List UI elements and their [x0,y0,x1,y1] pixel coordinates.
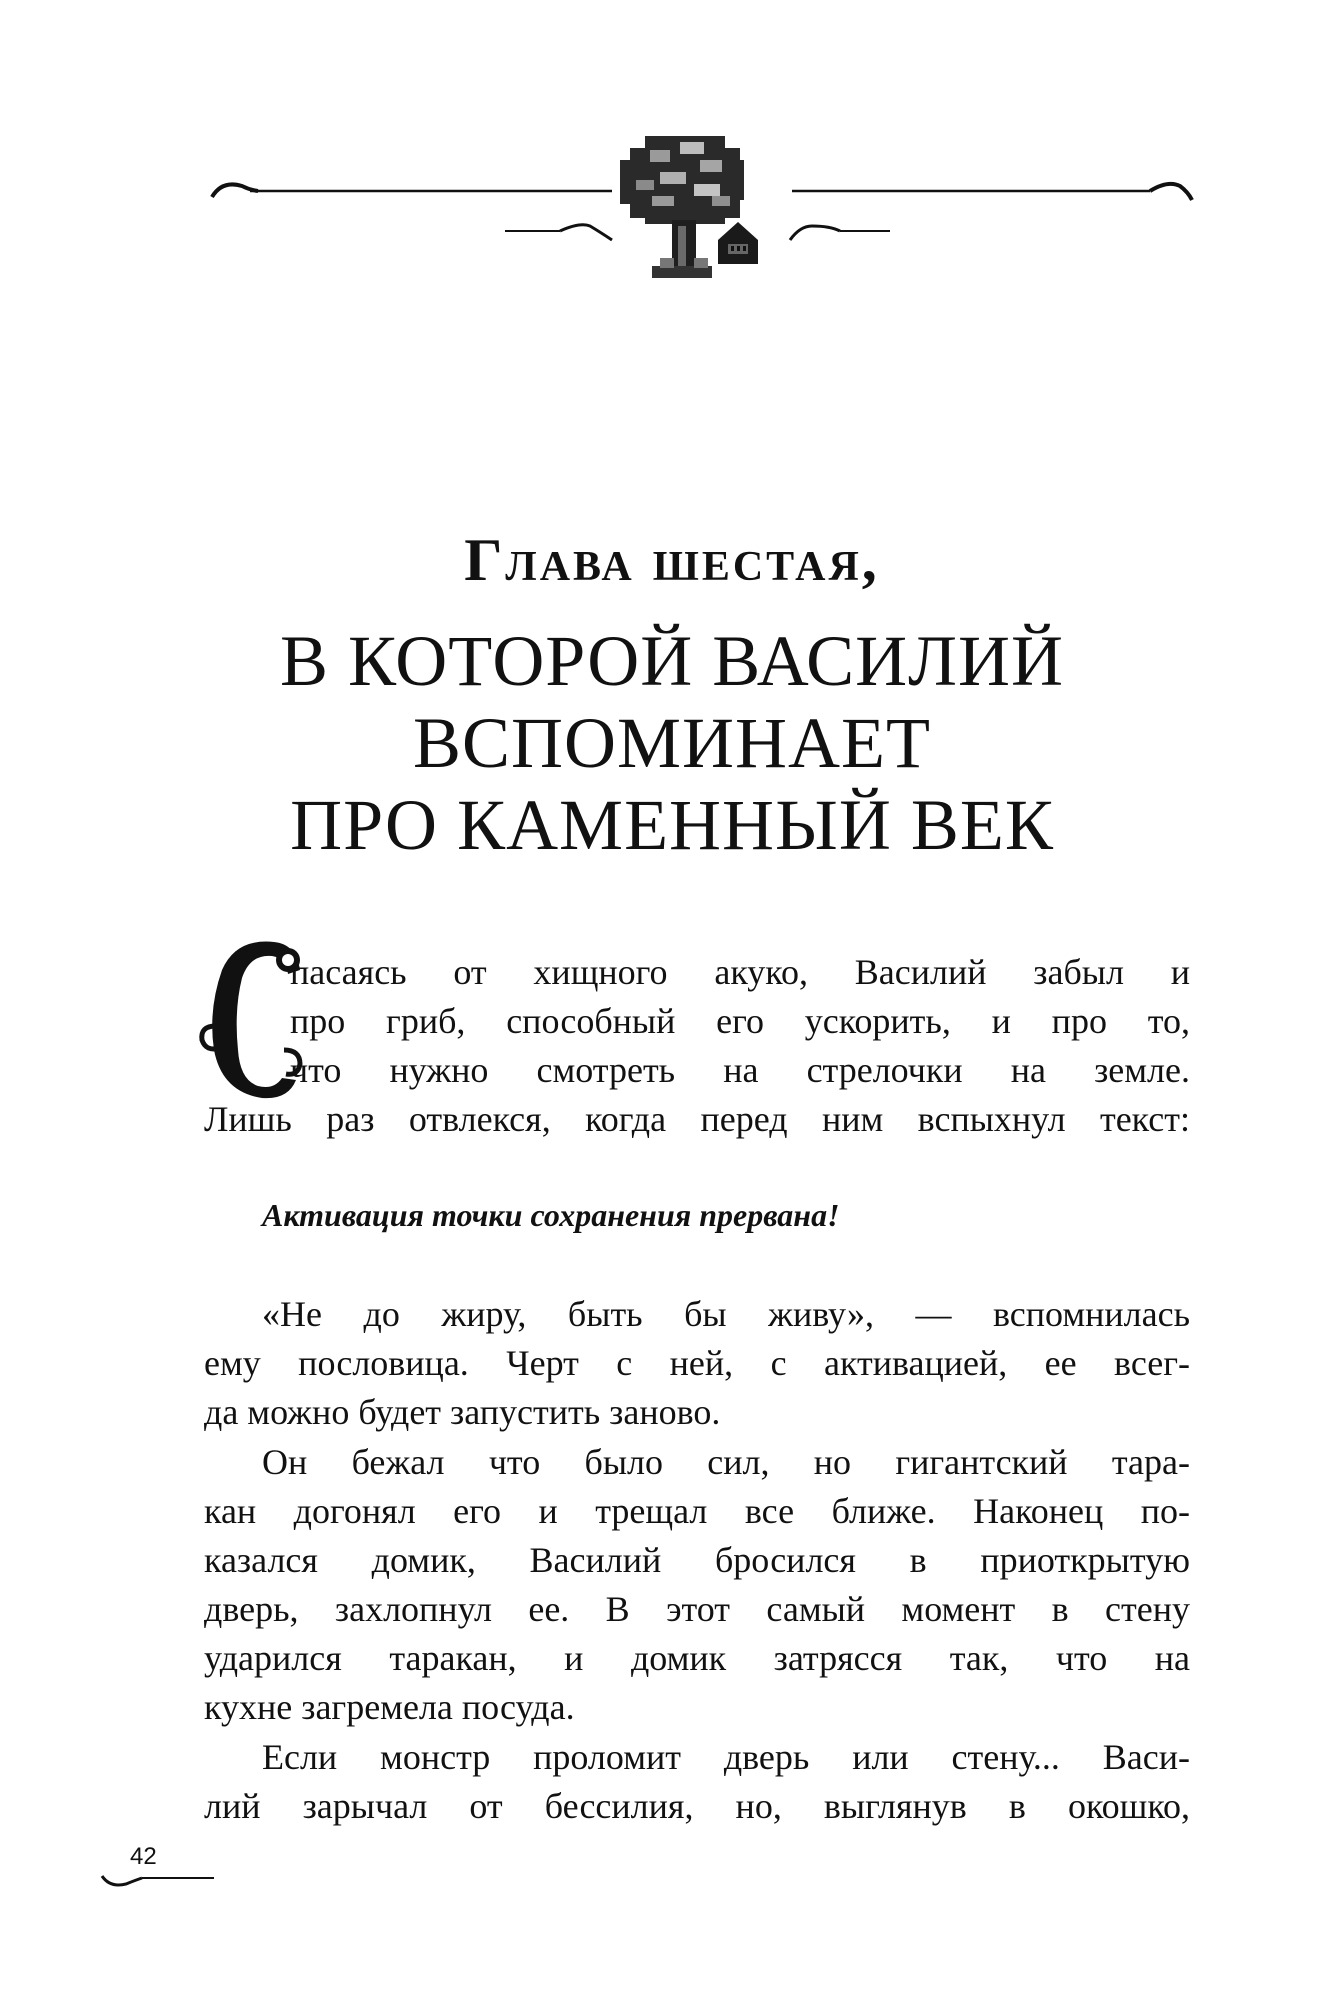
header-ornament [0,0,1344,330]
right-flourish-line [790,184,1192,240]
chapter-title-line-3: ПРО КАМЕННЫЙ ВЕК [290,785,1054,865]
intro-line-3: что нужно смотреть на стрелочки на земле. [290,1050,1190,1090]
system-message: Активация точки сохранения прервана! [262,1197,840,1233]
intro-line-2: про гриб, способный его ускорить, и про то, [290,1001,1190,1041]
drop-cap-letter: С [196,930,197,931]
page-number: 42 [130,1843,157,1870]
para3-line-1: Он бежал что было сил, но гигантский тара- [262,1442,1190,1482]
chapter-title-line-1: В КОТОРОЙ ВАСИЛИЙ [280,621,1064,701]
para2-line-1: «Не до жиру, быть бы живу», — вспомнилась [262,1294,1190,1334]
paragraph-2 [204,1290,1190,1437]
para3-line-4: дверь, захлопнул ее. В этот самый момент в стену [204,1589,1190,1629]
chapter-title-line-2: ВСПОМИНАЕТ [412,703,931,783]
chapter-label: Глава шестая, [464,527,880,593]
intro-paragraph [204,948,1190,1144]
para3-line-2: кан догонял его и трещал все ближе. Наконец по- [204,1491,1190,1531]
para4-line-1: Если монстр проломит дверь или стену... Васи- [262,1737,1190,1777]
intro-line-1: пасаясь от хищного акуко, Василий забыл и [290,952,1190,992]
para4-line-2: лий зарычал от бессилия, но, выглянув в окошко, [204,1786,1190,1826]
para2-line-2: ему пословица. Черт с ней, с активацией, ее всег- [204,1343,1190,1383]
para2-line-3: да можно будет запустить заново. [204,1392,721,1432]
para3-line-5: ударился таракан, и домик затрясся так, что на [204,1638,1190,1678]
paragraph-3 [204,1438,1190,1732]
para3-line-3: казался домик, Василий бросился в приоткрытую [204,1540,1190,1580]
small-house-icon [718,222,758,264]
footer-flourish [96,1864,216,1894]
intro-line-4: Лишь раз отвлекся, когда перед ним вспыхнул текст: [204,1099,1190,1139]
para3-line-6: кухне загремела посуда. [204,1687,575,1727]
chapter-title [0,620,1344,866]
left-flourish-line [212,184,612,240]
paragraph-4 [204,1733,1190,1831]
